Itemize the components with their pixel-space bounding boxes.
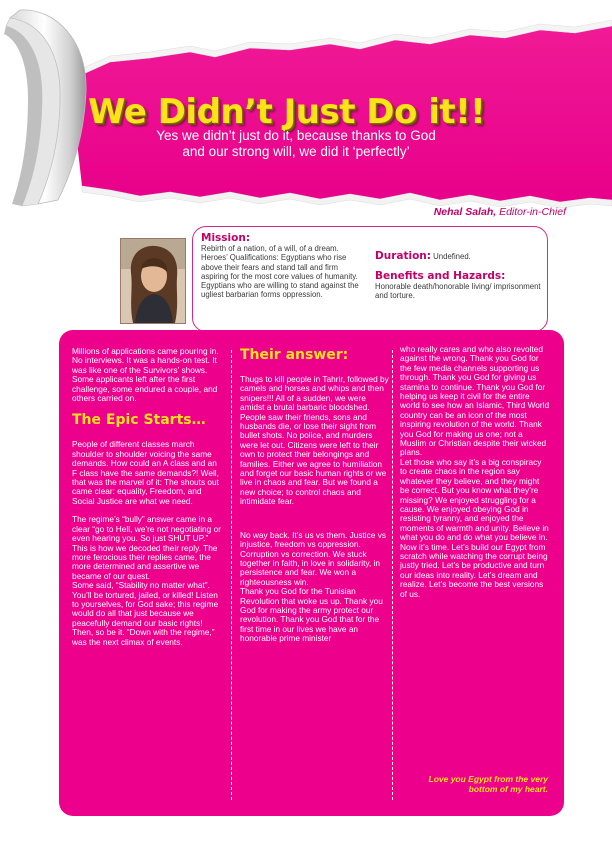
signoff-line: Love you Egypt from the very bottom of my heart.	[428, 774, 548, 794]
column3-paragraph-1: who really cares and who also revolted against the wrong. Thank you God for the few media channels supporting us through. Thank you God for giving us stamina to continue. Thank you God for helping us keep it civil for the entire world to see how an Islamic, Third World country can be an icon of the most inspiring revolution of the world. Thank you God for making us one; not a Muslim or Christian despite their wicked plans.	[400, 344, 550, 458]
author-portrait	[120, 238, 186, 324]
article-column-1	[72, 347, 222, 656]
qualifications-text: Heroes’ Qualifications: Egyptians who rise above their fears and stand tall and firm aspiring for the most core values of humanity. Egyptians who are willing to stand against the ugliest barbarian forms oppression.	[201, 253, 359, 300]
mission-info-box	[192, 226, 548, 332]
epic-starts-heading: The Epic Starts…	[72, 412, 206, 429]
duration-heading: Duration:	[375, 250, 431, 262]
column2-paragraph-3: Thank you God for the Tunisian Revolution that woke us up. Thank you God for making the army protect our revolution. Thank you God that for the first time in our lives we have an honorable prime minister	[240, 586, 383, 644]
mission-column	[201, 232, 367, 300]
column1-paragraph-2: The regime’s “bully” answer came in a clear “go to Hell, we’re not negotiating or even hearing you. So just SHUT UP.” This is how we decoded their reply. The more ferocious their replies came, the more determined and assertive we became of our quest.	[72, 514, 221, 581]
benefits-text: Honorable death/honorable living/ imprisonment and torture.	[375, 282, 541, 301]
column2-paragraph-1: Thugs to kill people in Tahrir, followed by camels and horses and whips and then snipers!!! All of a sudden, we were amidst a brutal barbaric bloodshed. People saw their friends, sons and husbands die, or lose their sight from bullet shots. No police, and murders were let out. Citizens were left to their own to protect their belongings and families. Either we agree to humiliation and forget our basic human rights or we live in chaos and fear. But we found a new choice; to control chaos and intimidate fear.	[240, 374, 389, 507]
benefits-heading: Benefits and Hazards:	[375, 270, 506, 282]
duration-row	[375, 250, 541, 262]
column1-paragraph-3: Some said, “Stability no matter what”. You’ll be tortured, jailed, or killed! Listen to yourselves, for God sake; this regime would do all that just because we peacefully demand our basic rights! Then, so be it. “Down with the regime,” was the next climax of events.	[72, 580, 219, 647]
article-title: We Didn’t Just Do it!!	[88, 92, 486, 132]
article-column-3	[400, 345, 550, 608]
mission-heading: Mission:	[201, 232, 251, 244]
duration-column	[375, 232, 541, 301]
column-divider-2	[392, 350, 393, 800]
intro-paragraph: Millions of applications came pouring in. No interviews. It was a hands-on test. It was like one of the Survivors’ shows. Some applicants left after the first challenge, some endured a couple, and others carried on.	[72, 346, 219, 404]
author-role: Editor-in-Chief	[499, 206, 566, 218]
article-column-2	[240, 347, 390, 653]
column1-paragraph-1: People of different classes march shoulder to shoulder voicing the same demands. How could an A class and an F class have the same demands?! Well, that was the marvel of it: The shouts out came clear: equality, Freedom, and Social Justice are what we need.	[72, 439, 219, 506]
their-answer-heading: Their answer:	[240, 347, 349, 363]
column2-paragraph-2: No way back. It’s us vs them. Justice vs injustice, freedom vs oppression. Corruption vs correction. We stuck together in faith, in love in solidarity, in persistence and fear. We won a righteousness win.	[240, 529, 387, 587]
column3-paragraph-2: Let those who say it’s a big conspiracy to create chaos in the region say whatever they believe, and they might be correct. But you know what they’re missing? We enjoyed struggling for a cause. We enjoyed obeying God in resisting tyranny, and enjoyed the moments of warmth and unity. Believe in what you do and do what you believe in. Now it’s time. Let’s build our Egypt from scratch while watching the corrupt being justly tried. Let’s be productive and turn our ideas into reality. Let’s dream and realize. Let’s become the best versions of us.	[400, 456, 549, 599]
byline	[300, 206, 566, 218]
author-name: Nehal Salah,	[433, 206, 497, 218]
column-divider-1	[231, 350, 232, 800]
duration-value: Undefined.	[433, 252, 471, 261]
article-subtitle: Yes we didn’t just do it, because thanks to God and our strong will, we did it ‘perfectly’	[156, 128, 436, 159]
mission-text: Rebirth of a nation, of a will, of a dream.	[201, 244, 339, 253]
